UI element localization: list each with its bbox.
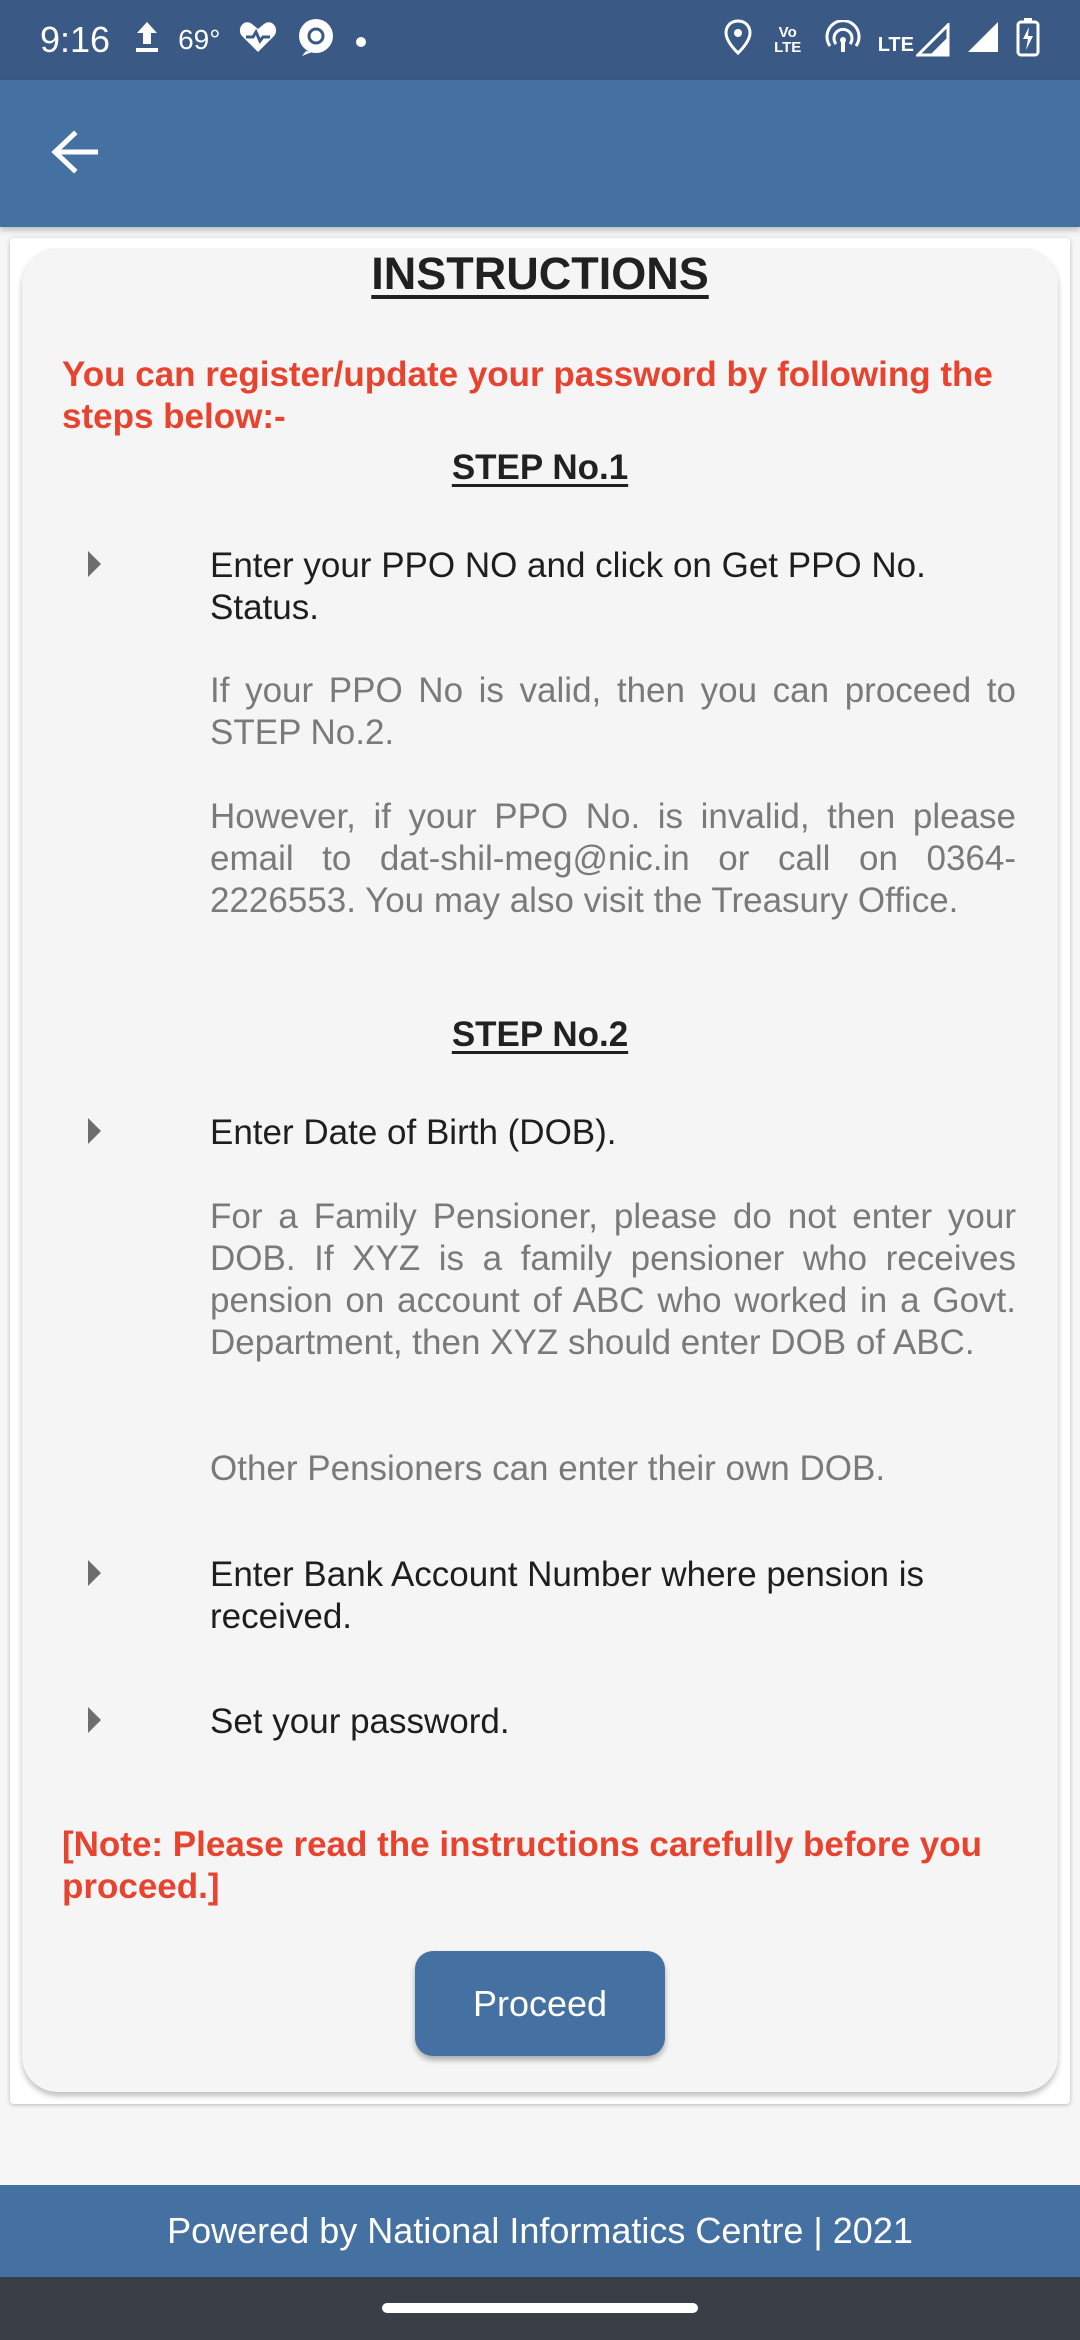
- intro-text: You can register/update your password by following the steps below:-: [62, 355, 993, 436]
- status-bar: [0, 0, 1080, 80]
- step1-item: Enter your PPO NO and click on Get PPO No. Status.: [210, 546, 926, 627]
- status-right-icons: [724, 17, 1040, 64]
- step1-sub-invalid: However, if your PPO No. is invalid, then please email to dat-shil-meg@nic.in or call on 0364-2226553. You may also visit the Treasury Office.: [210, 797, 1016, 920]
- temperature-text: 69°: [178, 24, 221, 55]
- heart-icon: [238, 20, 278, 61]
- step2-item-dob: Enter Date of Birth (DOB).: [210, 1113, 617, 1152]
- bullet-arrow-icon: [88, 1707, 101, 1733]
- upload-icon: [134, 20, 160, 61]
- step2-item-password: Set your password.: [210, 1702, 510, 1741]
- home-gesture-handle[interactable]: [382, 2303, 698, 2313]
- footer: [0, 2185, 1080, 2277]
- app-bar: [0, 80, 1080, 227]
- footer-text: Powered by National Informatics Centre | 2021: [167, 2210, 913, 2251]
- step2-sub-other-pensioners: Other Pensioners can enter their own DOB.: [210, 1449, 886, 1488]
- back-button[interactable]: [44, 124, 104, 184]
- step1-sub-valid: If your PPO No is valid, then you can proceed to STEP No.2.: [210, 671, 1016, 752]
- arrow-back-icon: [50, 130, 98, 179]
- proceed-button[interactable]: Proceed: [415, 1951, 665, 2056]
- location-icon: [724, 19, 752, 62]
- status-time: 9:16: [40, 19, 111, 60]
- hotspot-icon: [824, 20, 862, 61]
- bullet-arrow-icon: [88, 1118, 101, 1144]
- dot-icon: [354, 24, 368, 56]
- page-title: INSTRUCTIONS: [371, 248, 709, 299]
- battery-icon: [1016, 17, 1040, 64]
- bullet-arrow-icon: [88, 551, 101, 577]
- step2-sub-family-pensioner: For a Family Pensioner, please do not enter your DOB. If XYZ is a family pensioner who receives pension on account of ABC who worked in a Govt. Department, then XYZ should enter DOB of ABC.: [210, 1197, 1016, 1362]
- volte-icon: Vo LTE: [774, 24, 802, 56]
- bullet-arrow-icon: [88, 1560, 101, 1586]
- lte-signal-icon: LTE: [878, 23, 950, 57]
- chat-icon: [296, 17, 336, 64]
- status-left-icons: [134, 17, 368, 64]
- step2-heading: STEP No.2: [451, 1015, 629, 1054]
- instructions-card: [22, 248, 1058, 2092]
- signal-icon: [966, 20, 1000, 61]
- step1-heading: STEP No.1: [451, 448, 629, 487]
- navigation-bar: [0, 2277, 1080, 2340]
- step2-item-bank-account: Enter Bank Account Number where pension is received.: [210, 1555, 924, 1636]
- note-text: [Note: Please read the instructions carefully before you proceed.]: [62, 1825, 982, 1906]
